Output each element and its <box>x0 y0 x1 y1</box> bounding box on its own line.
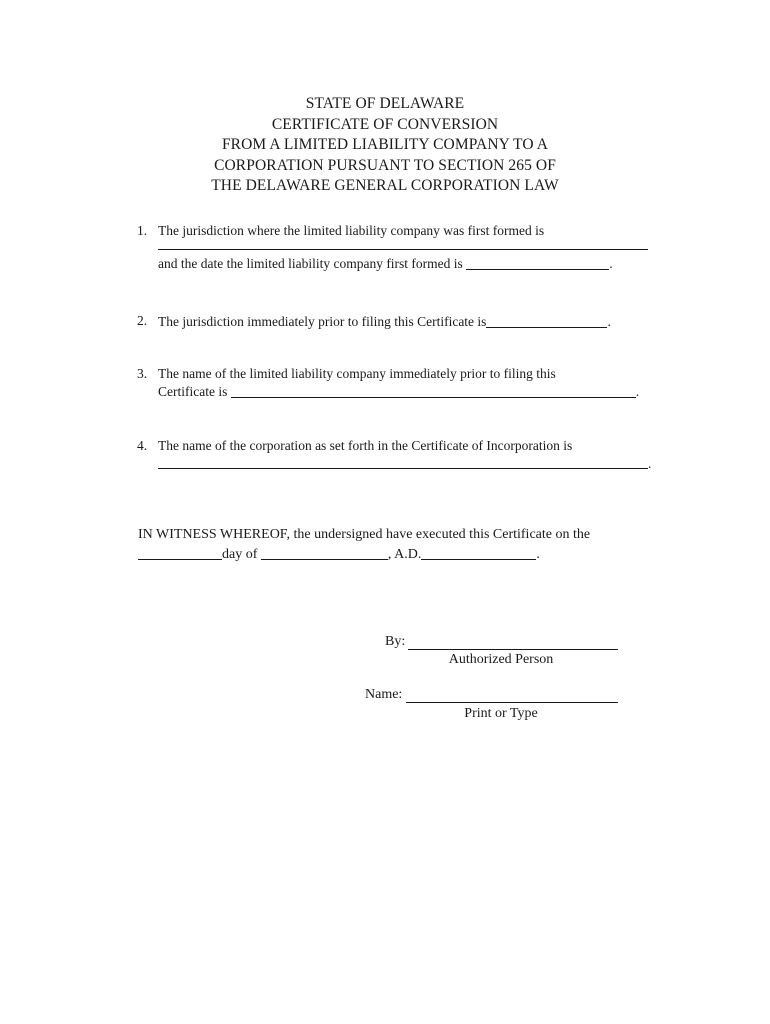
witness-text: IN WITNESS WHEREOF, the undersigned have executed this Certificate on the <box>138 527 591 542</box>
item-2-line <box>158 312 658 329</box>
witness-day-of: day of <box>222 547 258 562</box>
item-1-end: . <box>609 256 613 271</box>
witness-day-field[interactable] <box>138 546 222 560</box>
item-4-text: The name of the corporation as set forth in the Certificate of Incorporation is <box>158 438 573 453</box>
item-1-text: The jurisdiction where the limited liability company was first formed is <box>158 223 545 238</box>
printed-name-field[interactable] <box>406 687 618 703</box>
item-3-number: 3. <box>137 366 148 381</box>
item-1-line-2 <box>158 254 658 271</box>
formation-jurisdiction-field[interactable] <box>158 239 648 250</box>
item-2 <box>137 312 657 332</box>
witness-clause <box>138 526 658 562</box>
authorized-person-caption: Authorized Person <box>448 652 554 667</box>
prior-jurisdiction-field[interactable] <box>486 314 607 328</box>
witness-year-field[interactable] <box>421 546 536 560</box>
item-4-line-2 <box>158 454 658 471</box>
item-2-end: . <box>607 314 611 329</box>
item-4 <box>137 437 657 477</box>
witness-ad: , A.D. <box>387 547 422 562</box>
item-3-line-2 <box>158 382 658 399</box>
item-4-end: . <box>648 456 652 471</box>
item-1-number: 1. <box>137 223 148 238</box>
item-4-number: 4. <box>137 438 148 453</box>
witness-end: . <box>536 547 540 562</box>
title-line-4: CORPORATION PURSUANT TO SECTION 265 OF <box>214 156 556 174</box>
title-line-1: STATE OF DELAWARE <box>305 95 465 112</box>
by-label: By: <box>385 634 406 649</box>
item-3-text-b: Certificate is <box>158 384 228 399</box>
document-title <box>0 94 770 197</box>
llc-name-field[interactable] <box>231 384 636 398</box>
title-line-2: CERTIFICATE OF CONVERSION <box>271 115 499 133</box>
name-label: Name: <box>365 687 403 702</box>
item-3 <box>137 365 657 405</box>
print-or-type-caption: Print or Type <box>464 706 538 721</box>
witness-month-field[interactable] <box>261 546 388 560</box>
item-3-end: . <box>635 384 640 399</box>
item-3-text: The name of the limited liability company immediately prior to filing this <box>158 366 556 381</box>
item-1-text-b: and the date the limited liability company first formed is <box>158 256 463 271</box>
witness-line-2 <box>138 544 658 562</box>
formation-date-field[interactable] <box>466 256 609 270</box>
item-2-text: The jurisdiction immediately prior to filing this Certificate is <box>158 314 487 329</box>
corporation-name-field[interactable] <box>158 455 648 469</box>
signature-field[interactable] <box>408 634 618 650</box>
item-1 <box>137 222 657 282</box>
title-line-5: THE DELAWARE GENERAL CORPORATION LAW <box>211 177 559 195</box>
title-line-3: FROM A LIMITED LIABILITY COMPANY TO A <box>221 136 549 154</box>
item-2-number: 2. <box>137 313 148 328</box>
